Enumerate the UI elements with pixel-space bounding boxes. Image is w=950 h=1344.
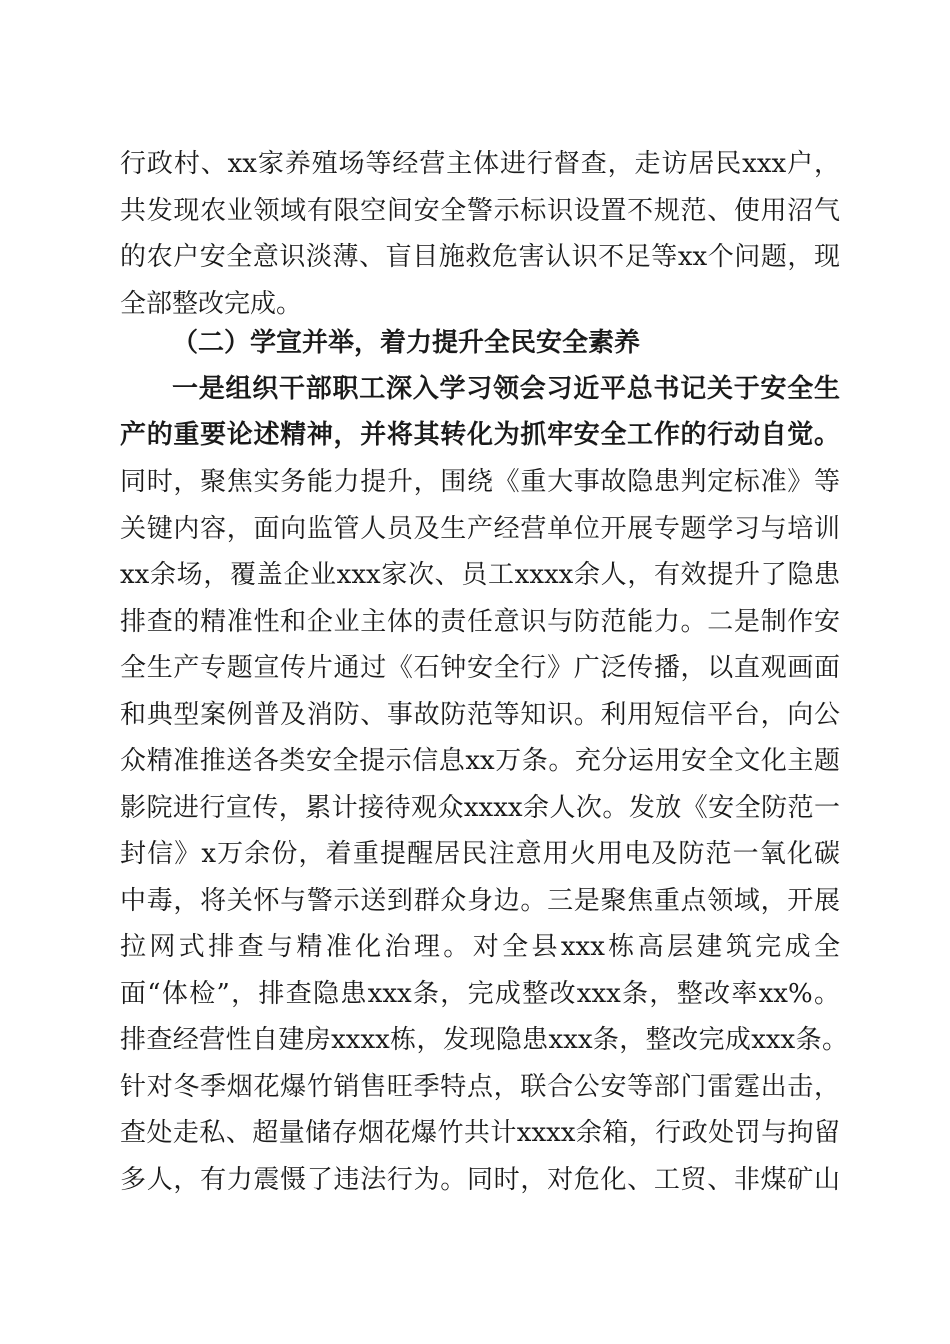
body-text-line: 排查的精准性和企业主体的责任意识与防范能力。二是制作安 [120, 607, 840, 637]
body-text-line: xx余场，覆盖企业xxx家次、员工xxxx余人，有效提升了隐患 [120, 560, 840, 590]
body-text-line: 产的重要论述精神，并将其转化为抓牢安全工作的行动自觉。 [120, 420, 840, 450]
body-text-line: 封信》x万余份，着重提醒居民注意用火用电及防范一氧化碳 [120, 839, 840, 869]
body-text-line: 的农户安全意识淡薄、盲目施救危害认识不足等xx个问题，现 [120, 242, 840, 272]
body-text-line: 全部整改完成。 [120, 289, 303, 319]
section-heading: （二）学宣并举，着力提升全民安全素养 [172, 328, 641, 358]
body-text-line: 和典型案例普及消防、事故防范等知识。利用短信平台，向公 [120, 700, 840, 730]
body-text-line: 多人，有力震慑了违法行为。同时，对危化、工贸、非煤矿山 [120, 1165, 840, 1195]
body-text-line: 拉网式排查与精准化治理。对全县xxx栋高层建筑完成全 [120, 932, 840, 962]
body-text-line: 中毒，将关怀与警示送到群众身边。三是聚焦重点领域，开展 [120, 886, 840, 916]
body-text-line: 众精准推送各类安全提示信息xx万条。充分运用安全文化主题 [120, 746, 840, 776]
body-text-line: 同时，聚焦实务能力提升，围绕《重大事故隐患判定标准》等 [120, 467, 840, 497]
body-text-line: 查处走私、超量储存烟花爆竹共计xxxx余箱，行政处罚与拘留 [120, 1118, 840, 1148]
body-text-line: 共发现农业领域有限空间安全警示标识设置不规范、使用沼气 [120, 196, 840, 226]
body-text-line: 行政村、xx家养殖场等经营主体进行督查，走访居民xxx户， [120, 149, 840, 179]
body-text-line: 排查经营性自建房xxxx栋，发现隐患xxx条，整改完成xxx条。 [120, 1025, 848, 1055]
body-text-line: 针对冬季烟花爆竹销售旺季特点，联合公安等部门雷霆出击， [120, 1072, 840, 1102]
body-text-line: 面“体检”，排查隐患xxx条，完成整改xxx条，整改率xx%。 [120, 979, 840, 1009]
body-text-line: 关键内容，面向监管人员及生产经营单位开展专题学习与培训 [120, 514, 840, 544]
body-text-line: 全生产专题宣传片通过《石钟安全行》广泛传播，以直观画面 [120, 653, 840, 683]
paragraph-first-line: 一是组织干部职工深入学习领会习近平总书记关于安全生 [172, 374, 840, 404]
body-text-line: 影院进行宣传，累计接待观众xxxx余人次。发放《安全防范一 [120, 793, 840, 823]
